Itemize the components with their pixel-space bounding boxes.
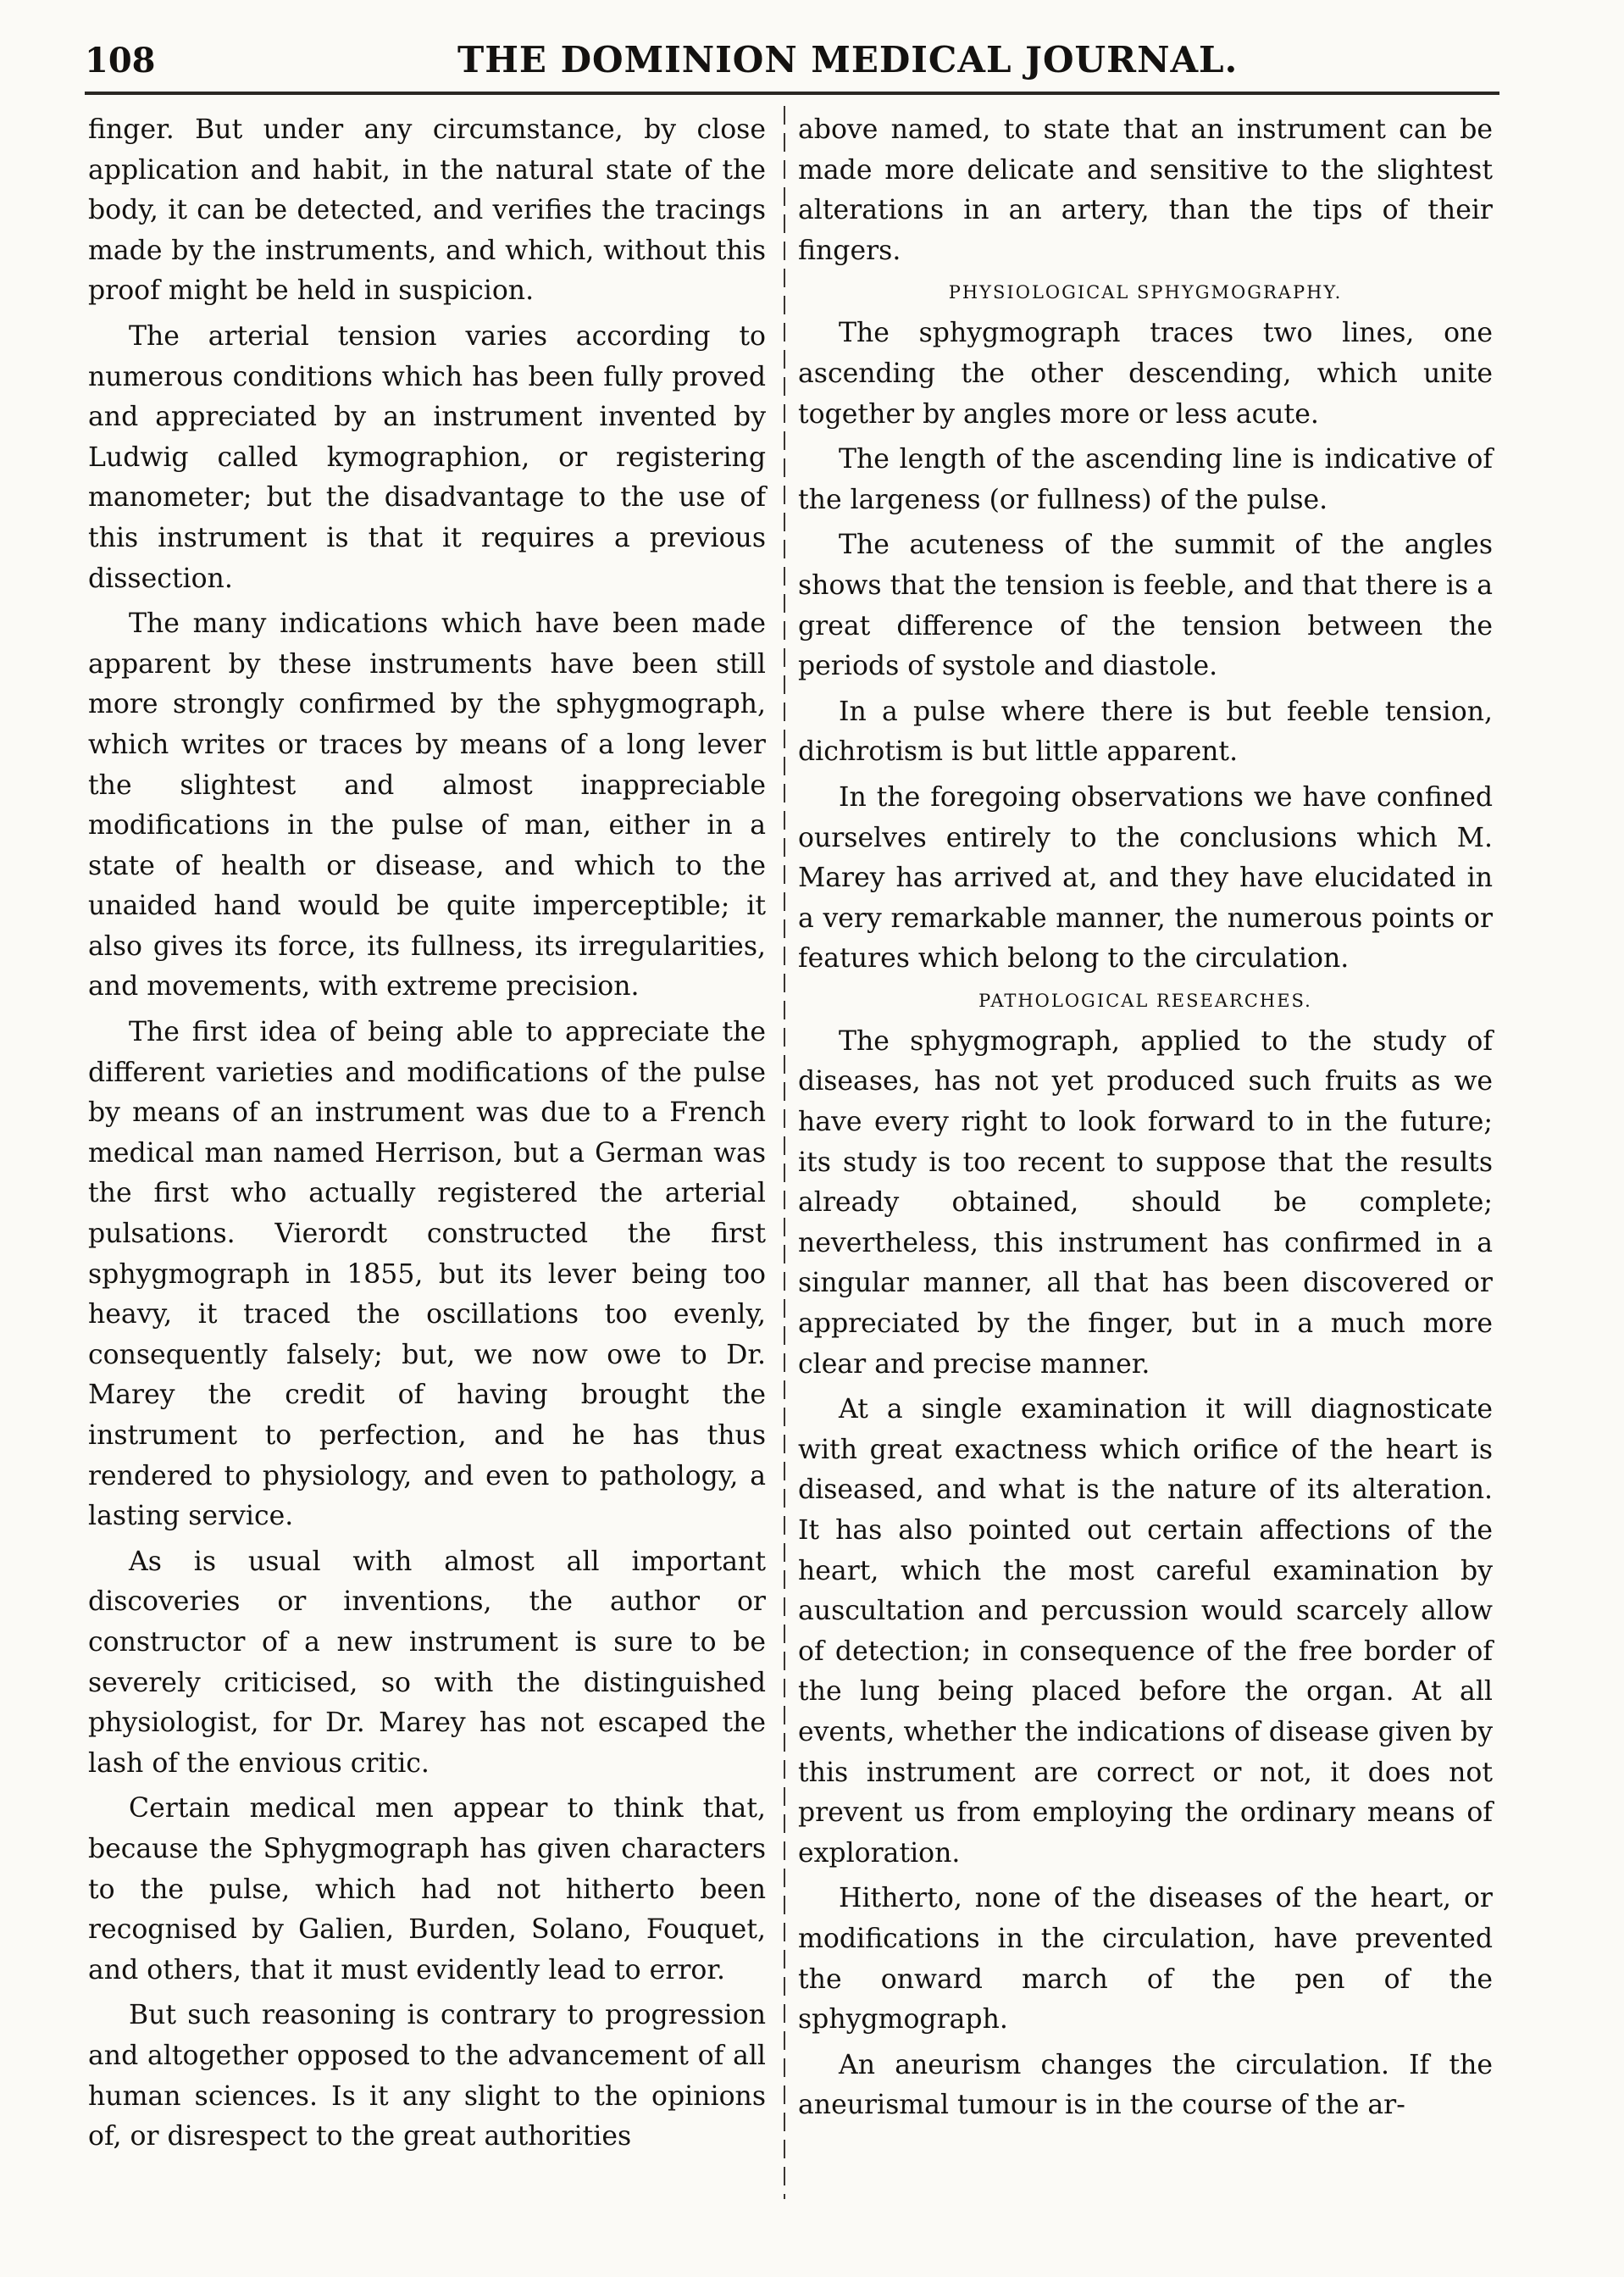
paragraph: Certain medical men appear to think that, because the Sphygmograph has given characters to the pulse, which had not hitherto been recognised by Galien, Burden, Solano, Fouquet, and others, that it must evidently lead to error. <box>88 1793 766 1985</box>
paragraph: But such reasoning is contrary to progression and altogether opposed to the advancement of all human sciences. Is it any slight to the opinions of, or disrespect to the great authorities <box>88 2000 766 2152</box>
header-rule <box>85 92 1499 95</box>
left-column <box>88 110 798 2163</box>
running-title: THE DOMINION MEDICAL JOURNAL. <box>457 39 1239 81</box>
paragraph: The many indications which have been made apparent by these instruments have been still more strongly confirmed by the sphygmograph, which writes or traces by means of a long lever the slightest and almost inappreciable modifications in the pulse of man, either in a state of health or disease, and which to the unaided hand would be quite imperceptible; it also gives its force, its fullness, its irregularities, and movements, with extreme precision. <box>88 608 766 1002</box>
paragraph: The length of the ascending line is indicative of the largeness (or fullness) of the pulse. <box>798 444 1493 515</box>
paragraph: An aneurism changes the circulation. If the aneurismal tumour is in the course of the ar- <box>798 2049 1493 2121</box>
paragraph: The sphygmograph, applied to the study of diseases, has not yet produced such fruits as we have every right to look forward to in the future; its study is too recent to suppose that the results already obtained, should be complete; nevertheless, this instrument has confirmed in a singular manner, all that has been discovered or appreciated by the finger, but in a much more clear and precise manner. <box>798 1025 1493 1380</box>
paragraph: As is usual with almost all important discoveries or inventions, the author or constructor of a new instrument is sure to be severely criticised, so with the distinguished physiologist, for Dr. Marey has not escaped the lash of the envious critic. <box>88 1546 766 1779</box>
paragraph: The first idea of being able to appreciate the different varieties and modifications of the pulse by means of an instrument was due to a French medical man named Herrison, but a German was the first who actually registered the arterial pulsations. Vierordt constructed the first sphygmograph in 1855, but its lever being too heavy, it traced the oscillations too evenly, consequently falsely; but, we now owe to Dr. Marey the credit of having brought the instrument to perfection, and he has thus rendered to physiology, and even to pathology, a lasting service. <box>88 1017 766 1532</box>
paragraph: The arterial tension varies according to numerous conditions which has been fully proved and appreciated by an instrument invented by Ludwig called kymographion, or registering manometer; but the disadvantage to the use of this instrument is that it requires a previous dissection. <box>88 320 766 594</box>
paragraph: In the foregoing observations we have confined ourselves entirely to the conclusions which M. Marey has arrived at, and they have elucidated in a very remarkable manner, the numerous points or features which belong to the circulation. <box>798 781 1493 975</box>
section-heading: PHYSIOLOGICAL SPHYGMOGRAPHY. <box>948 282 1343 303</box>
paragraph: In a pulse where there is but feeble tension, dichrotism is but little apparent. <box>798 696 1493 768</box>
paragraph: finger. But under any circumstance, by close application and habit, in the natural state of the body, it can be detected, and verifies the tracings made by the instruments, and which, without this proof might be held in suspicion. <box>88 114 766 307</box>
section-heading: PATHOLOGICAL RESEARCHES. <box>978 990 1312 1011</box>
paragraph: Hitherto, none of the diseases of the heart, or modifications in the circulation, have prevented the onward march of the pen of the sphygmograph. <box>798 1883 1493 2035</box>
paragraph: At a single examination it will diagnosticate with great exactness which orifice of the heart is diseased, and what is the nature of its alteration. It has also pointed out certain affections of the heart, which the most careful examination by auscultation and percussion would scarcely allow of detection; in consequence of the free border of the lung being placed before the organ. At all events, whether the indications of disease given by this instrument are correct or not, it does not prevent us from employing the ordinary means of exploration. <box>798 1394 1493 1869</box>
paragraph: The acuteness of the summit of the angles shows that the tension is feeble, and that there is a great difference of the tension between the periods of systole and diastole. <box>798 530 1493 682</box>
paragraph: above named, to state that an instrument can be made more delicate and sensitive to the slightest alterations in an artery, than the tips of their fingers. <box>798 114 1493 266</box>
column-divider <box>784 106 785 2199</box>
page-number: 108 <box>85 41 156 81</box>
right-column <box>798 110 1508 2131</box>
page-header <box>85 34 1499 85</box>
paragraph: The sphygmograph traces two lines, one ascending the other descending, which unite together by angles more or less acute. <box>798 318 1493 430</box>
